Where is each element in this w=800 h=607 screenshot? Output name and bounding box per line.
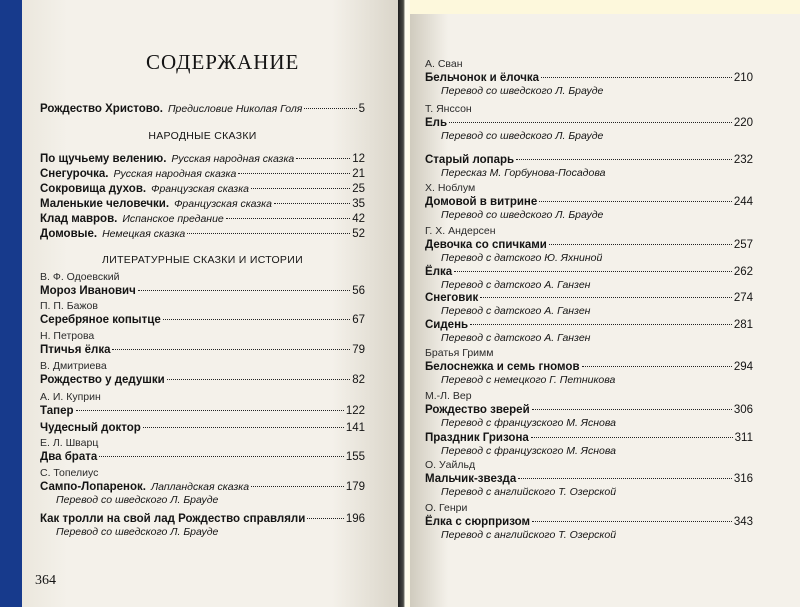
entry-author: С. Топелиус [40,467,99,479]
entry-translation: Перевод со шведского Л. Брауде [441,209,604,221]
dot-leader [226,218,350,219]
entry-title: Ёлка с сюрпризом [425,516,531,528]
toc-entry[interactable] [40,421,365,435]
page-edge [409,0,800,14]
entry-author: Н. Петрова [40,330,95,342]
entry-author: Братья Гримм [425,347,494,359]
entry-title: Домовой в витрине [425,196,538,208]
dot-leader [251,188,350,189]
entry-title: Сокровища духов. [40,183,147,195]
entry-translation: Перевод с английского Т. Озерской [441,486,617,498]
entry-translation: Пересказ М. Горбунова-Посадова [441,167,606,179]
toc-entry[interactable] [40,212,365,226]
entry-translation: Перевод со шведского Л. Брауде [441,130,604,142]
dot-leader [99,456,344,457]
toc-entry[interactable] [40,330,365,357]
dot-leader [449,122,732,123]
toc-entry[interactable] [425,502,753,542]
toc-entry[interactable] [40,391,365,418]
toc-entry[interactable] [40,152,365,166]
entry-translation: Перевод со шведского Л. Брауде [56,494,219,506]
entry-page: 294 [733,361,753,373]
entry-title: Мальчик-звезда [425,473,517,485]
dot-leader [532,521,732,522]
entry-subtitle: Испанское предание [122,213,224,225]
entry-author: А. И. Куприн [40,391,101,403]
entry-title: Ель [425,117,448,129]
entry-translation: Перевод с датского Ю. Яхниной [441,252,603,264]
dot-leader [296,158,350,159]
entry-title: Белоснежка и семь гномов [425,361,580,373]
entry-title: Снегурочка. [40,168,109,180]
entry-page: 196 [345,513,365,525]
entry-page: 316 [733,473,753,485]
page-number: 364 [35,573,56,588]
entry-title: Домовые. [40,228,98,240]
dot-leader [274,203,350,204]
entry-page: 281 [733,319,753,331]
dot-leader [187,233,350,234]
entry-page: 257 [733,239,753,251]
entry-page: 141 [345,422,365,434]
entry-author: М.-Л. Вер [425,390,472,402]
entry-translation: Перевод со шведского Л. Брауде [56,526,219,538]
entry-page: 35 [352,198,365,210]
dot-leader [516,159,732,160]
entry-page: 311 [734,432,753,444]
entry-subtitle: Русская народная сказка [171,153,295,165]
entry-author: А. Сван [425,58,463,70]
section-heading: НАРОДНЫЕ СКАЗКИ [148,130,257,142]
toc-entry[interactable] [40,271,365,298]
toc-entry[interactable] [40,300,365,327]
dot-leader [238,173,350,174]
entry-page: 52 [352,228,365,240]
toc-entry[interactable] [425,103,753,143]
entry-title: Снеговик [425,292,479,304]
toc-entry[interactable] [40,512,365,539]
dot-leader [167,379,351,380]
entry-author: Е. Л. Шварц [40,437,99,449]
entry-translation: Перевод с немецкого Г. Петникова [441,374,616,386]
toc-entry[interactable] [40,182,365,196]
entry-title: Старый лопарь [425,154,515,166]
entry-title: Два брата [40,451,98,463]
entry-translation: Перевод со шведского Л. Брауде [441,85,604,97]
entry-title: Ёлка [425,266,453,278]
toc-entry[interactable] [425,459,753,499]
dot-leader [138,290,350,291]
dot-leader [470,324,732,325]
entry-page: 210 [733,72,753,84]
toc-entry[interactable] [425,58,753,98]
toc-entry[interactable] [40,197,365,211]
entry-translation: Перевод с французского М. Яснова [441,445,616,457]
dot-leader [582,366,732,367]
entry-page: 82 [352,374,365,386]
entry-title: Птичья ёлка [40,344,111,356]
entry-page: 155 [345,451,365,463]
toc-entry[interactable] [425,265,753,292]
dot-leader [163,319,350,320]
entry-title: По щучьему велению. [40,153,167,165]
entry-subtitle: Французская сказка [151,183,249,195]
toc-entry[interactable] [40,227,365,241]
book-gutter [398,0,410,607]
entry-author: Г. Х. Андерсен [425,225,496,237]
entry-page: 232 [733,154,753,166]
entry-author: О. Уайльд [425,459,476,471]
dot-leader [532,409,732,410]
toc-entry[interactable] [425,318,753,345]
entry-subtitle: Французская сказка [174,198,272,210]
dot-leader [112,349,350,350]
dot-leader [539,201,732,202]
entry-subtitle: Лапландская сказка [150,481,250,493]
dot-leader [531,437,733,438]
entry-page: 244 [733,196,753,208]
entry-author: Х. Ноблум [425,182,476,194]
entry-title: Праздник Гризона [425,432,529,444]
dot-leader [143,427,344,428]
toc-entry[interactable] [425,182,753,222]
entry-title: Серебряное копытце [40,314,161,326]
dot-leader [541,77,732,78]
dot-leader [304,108,356,109]
entry-page: 179 [345,481,365,493]
entry-page: 12 [352,153,365,165]
entry-title: Рождество зверей [425,404,530,416]
entry-title: Маленькие человечки. [40,198,170,210]
entry-page: 42 [352,213,365,225]
entry-page: 274 [733,292,753,304]
toc-entry[interactable] [425,291,753,318]
entry-page: 122 [345,405,365,417]
entry-page: 67 [352,314,365,326]
entry-translation: Перевод с французского М. Яснова [441,417,616,429]
entry-page: 306 [733,404,753,416]
entry-subtitle: Русская народная сказка [113,168,237,180]
entry-title: Бельчонок и ёлочка [425,72,540,84]
entry-author: О. Генри [425,502,468,514]
toc-entry[interactable] [425,431,753,458]
entry-title: Сидень [425,319,469,331]
toc-entry[interactable] [40,360,365,387]
dot-leader [518,478,732,479]
entry-author: В. Дмитриева [40,360,107,372]
dot-leader [307,518,344,519]
entry-title: Клад мавров. [40,213,118,225]
entry-page: 56 [352,285,365,297]
toc-entry[interactable] [40,467,365,507]
toc-entry[interactable] [40,167,365,181]
entry-title: Рождество Христово. [40,103,163,115]
entry-translation: Перевод с английского Т. Озерской [441,529,617,541]
dot-leader [251,486,344,487]
dot-leader [549,244,732,245]
entry-author: П. П. Бажов [40,300,98,312]
entry-subtitle: Предисловие Николая Голя [167,103,303,115]
entry-page: 220 [733,117,753,129]
toc-entry[interactable] [40,102,365,116]
entry-title: Девочка со спичками [425,239,547,251]
entry-title: Тапер [40,405,74,417]
toc-entry[interactable] [425,225,753,265]
dot-leader [480,297,732,298]
entry-title: Мороз Иванович [40,285,136,297]
section-heading: ЛИТЕРАТУРНЫЕ СКАЗКИ И ИСТОРИИ [102,254,303,266]
entry-translation: Перевод с датского А. Ганзен [441,279,591,291]
dot-leader [76,410,344,411]
entry-translation: Перевод с датского А. Ганзен [441,305,591,317]
entry-title: Сампо-Лопаренок. [40,481,146,493]
entry-author: Т. Янссон [425,103,472,115]
toc-entry[interactable] [425,390,753,430]
toc-entry[interactable] [425,347,753,387]
entry-page: 21 [352,168,365,180]
entry-author: В. Ф. Одоевский [40,271,120,283]
toc-entry[interactable] [40,437,365,464]
entry-title: Как тролли на свой лад Рождество справляли [40,513,306,525]
dot-leader [454,271,732,272]
entry-page: 343 [733,516,753,528]
toc-entry[interactable] [425,153,753,180]
entry-page: 262 [733,266,753,278]
page-title: СОДЕРЖАНИЕ [146,50,300,74]
entry-title: Рождество у дедушки [40,374,165,386]
entry-page: 5 [358,103,365,115]
entry-subtitle: Немецкая сказка [102,228,186,240]
entry-page: 25 [352,183,365,195]
entry-translation: Перевод с датского А. Ганзен [441,332,591,344]
entry-page: 79 [352,344,365,356]
entry-title: Чудесный доктор [40,422,141,434]
